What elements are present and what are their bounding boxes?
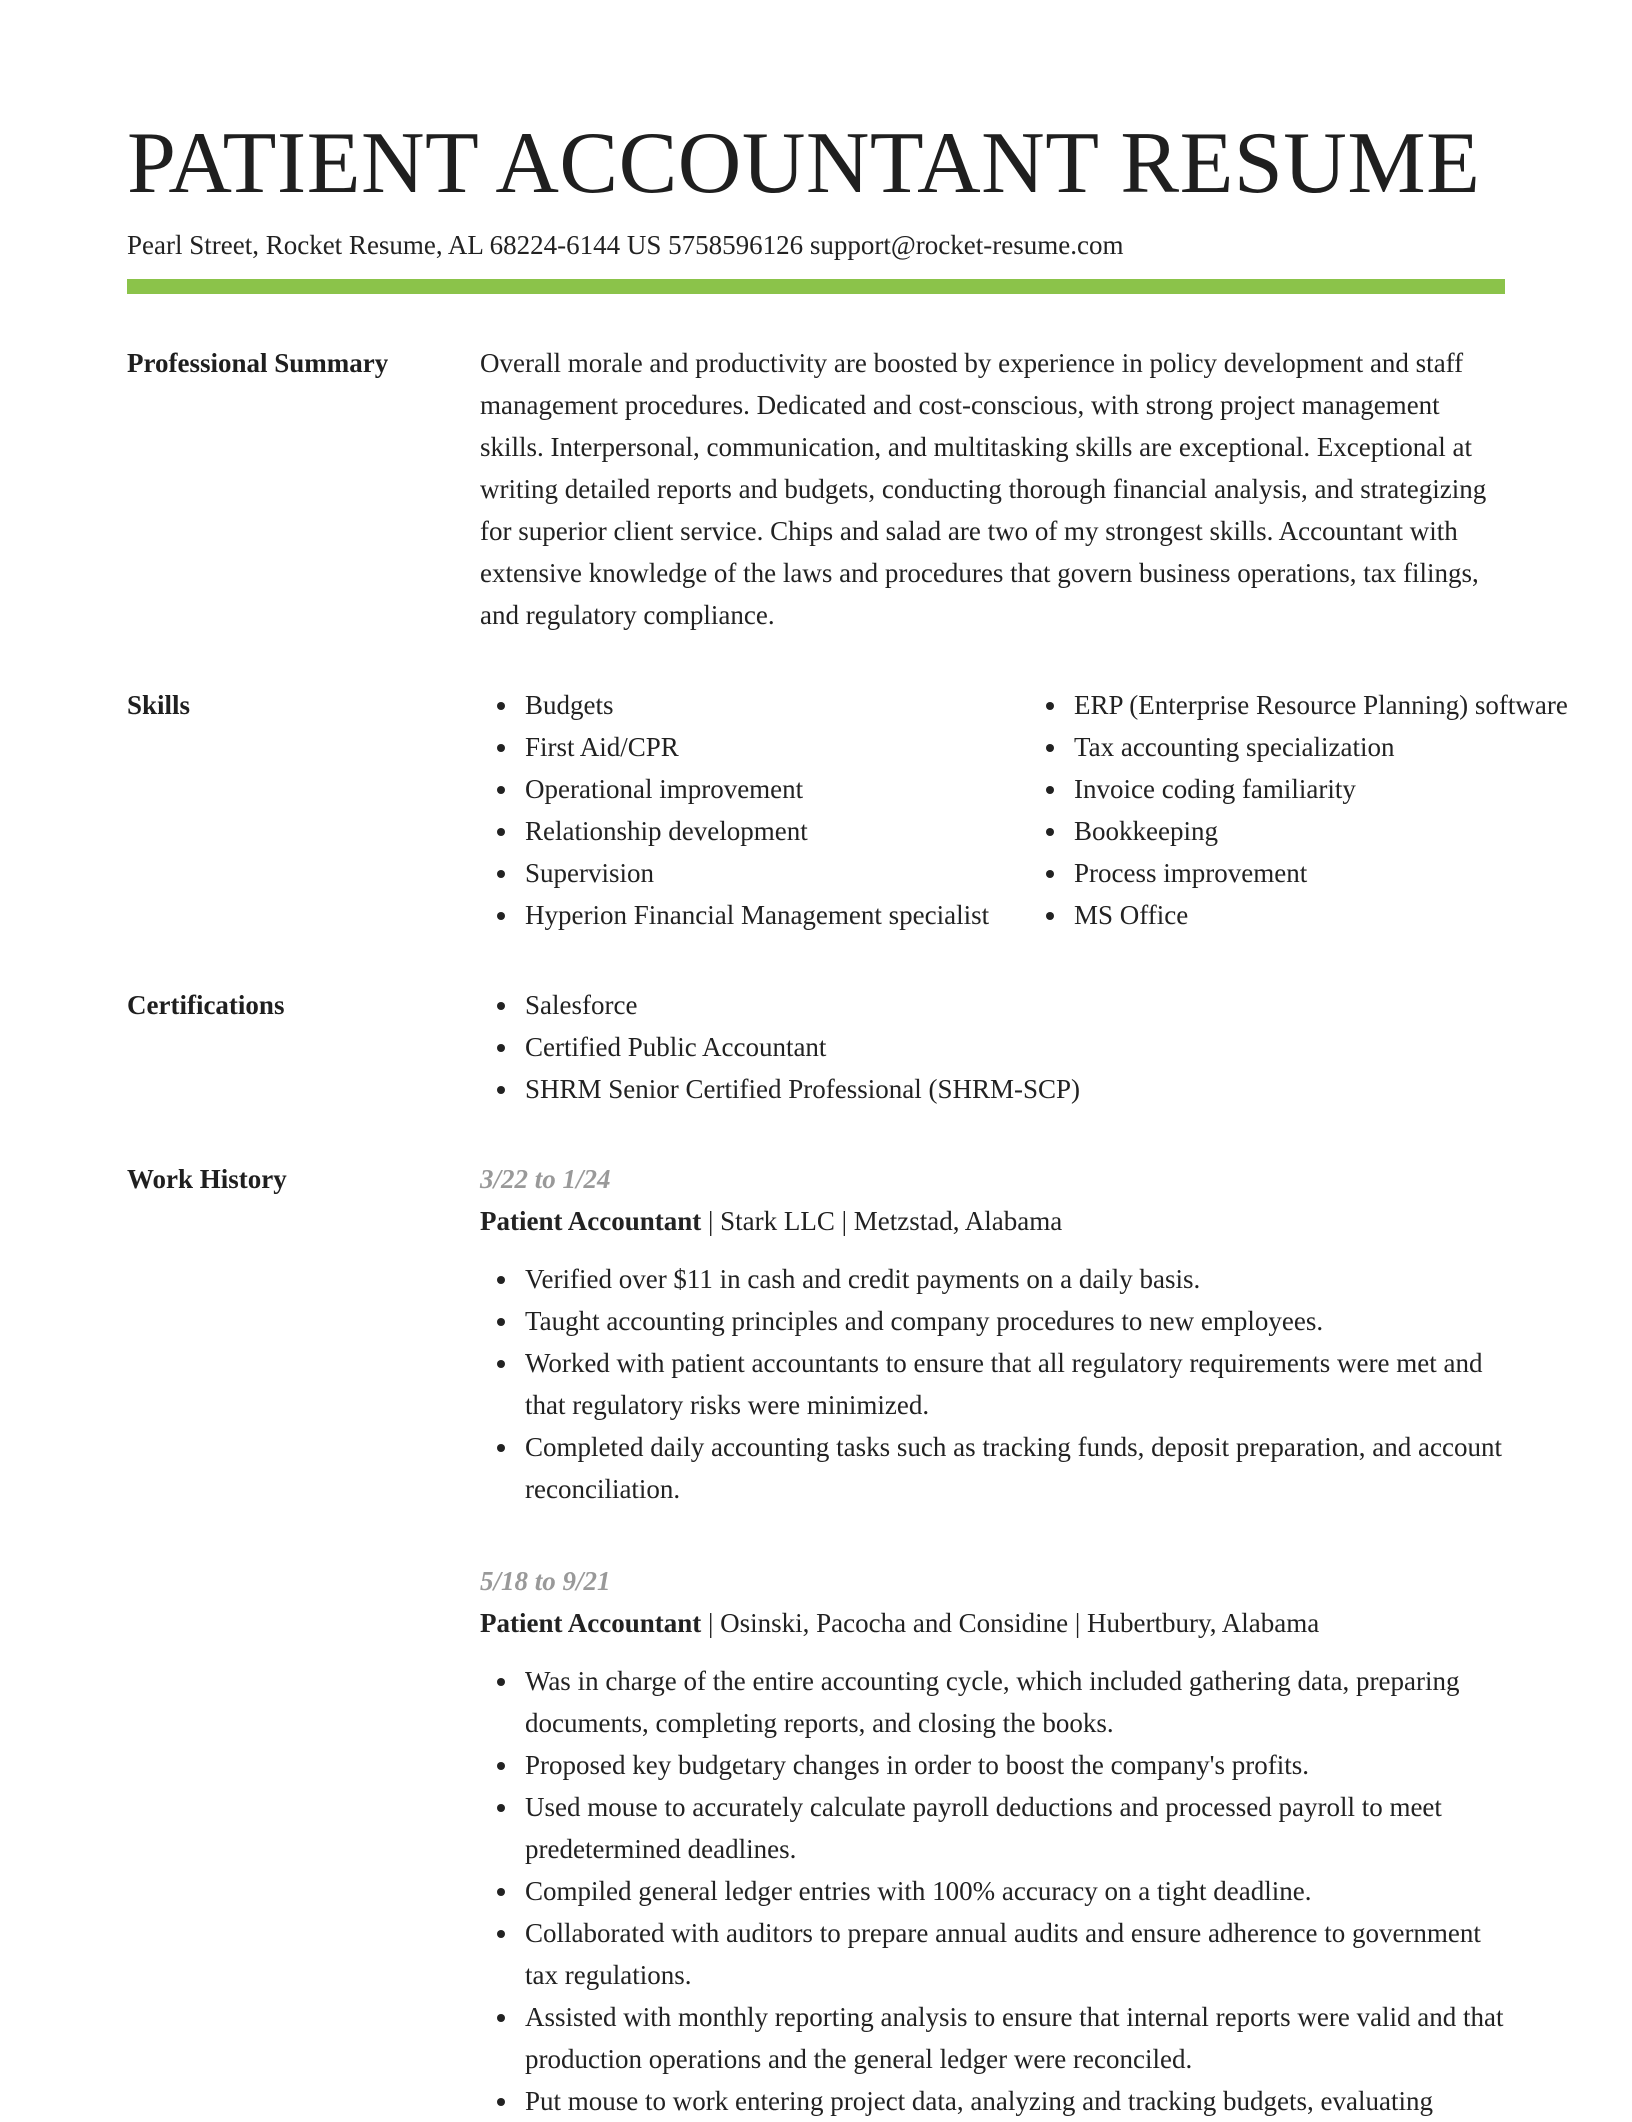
certification-item: Salesforce — [525, 984, 1505, 1026]
skills-list-right — [1029, 684, 1578, 936]
job-bullet: Worked with patient accountants to ensure that all regulatory requirements were met and that regulatory risks were minimized. — [525, 1342, 1505, 1426]
skill-item: Supervision — [525, 852, 1029, 894]
job-bullet: Put mouse to work entering project data, analyzing and tracking budgets, evaluating — [525, 2080, 1505, 2122]
skills-body — [480, 684, 1578, 936]
skill-item: Invoice coding familiarity — [1074, 768, 1578, 810]
job-header — [480, 1602, 1505, 1644]
summary-heading: Professional Summary — [127, 348, 389, 379]
skills-section — [127, 684, 1568, 936]
skill-item: Hyperion Financial Management specialist — [525, 894, 1029, 936]
job-bullets — [480, 1660, 1505, 2122]
job-bullet: Collaborated with auditors to prepare annual audits and ensure adherence to government tax regulations. — [525, 1912, 1505, 1996]
skill-item: Relationship development — [525, 810, 1029, 852]
certifications-list — [480, 984, 1505, 1110]
resume-title: PATIENT ACCOUNTANT RESUME — [127, 115, 1481, 212]
job-details: | Osinski, Pacocha and Considine | Hubertbury, Alabama — [701, 1608, 1320, 1639]
work-history-heading: Work History — [127, 1164, 287, 1195]
skill-item: ERP (Enterprise Resource Planning) software — [1074, 684, 1578, 726]
skills-list-left — [480, 684, 1029, 936]
certifications-section — [127, 984, 1505, 1110]
certification-item: Certified Public Accountant — [525, 1026, 1505, 1068]
job-bullet: Taught accounting principles and company procedures to new employees. — [525, 1300, 1505, 1342]
job-title: Patient Accountant — [480, 1206, 702, 1237]
skill-item: Budgets — [525, 684, 1029, 726]
summary-text: Overall morale and productivity are boosted by experience in policy development and staff management procedures. Dedicated and cost-conscious, with strong project management skills. Interpersonal, communication, and multitasking skills are exceptional. Exceptional at writing detailed reports and budgets, conducting thorough financial analysis, and strategizing for superior client service. Chips and salad are two of my strongest skills. Accountant with extensive knowledge of the laws and procedures that govern business operations, tax filings, and regulatory compliance. — [480, 348, 1487, 631]
summary-body — [480, 342, 1505, 636]
job-bullet: Compiled general ledger entries with 100% accuracy on a tight deadline. — [525, 1870, 1505, 1912]
resume-page — [127, 115, 1568, 2122]
skill-item: Operational improvement — [525, 768, 1029, 810]
skill-item: Tax accounting specialization — [1074, 726, 1578, 768]
job-header — [480, 1200, 1505, 1242]
job-bullet: Verified over $11 in cash and credit payments on a daily basis. — [525, 1258, 1505, 1300]
job-bullets — [480, 1258, 1505, 1510]
skill-item: First Aid/CPR — [525, 726, 1029, 768]
job-title: Patient Accountant — [480, 1608, 702, 1639]
job-details: | Stark LLC | Metzstad, Alabama — [701, 1206, 1063, 1237]
job-dates: 5/18 to 9/21 — [480, 1566, 611, 1597]
work-history-body — [480, 1158, 1505, 2122]
certifications-heading: Certifications — [127, 990, 285, 1021]
job-bullet: Proposed key budgetary changes in order to boost the company's profits. — [525, 1744, 1505, 1786]
summary-section — [127, 342, 1505, 636]
certification-item: SHRM Senior Certified Professional (SHRM-SCP) — [525, 1068, 1505, 1110]
job-bullet: Completed daily accounting tasks such as tracking funds, deposit preparation, and account reconciliation. — [525, 1426, 1505, 1510]
skill-item: Process improvement — [1074, 852, 1578, 894]
contact-line: Pearl Street, Rocket Resume, AL 68224-6144 US 5758596126 support@rocket-resume.com — [127, 230, 1124, 261]
work-history-section — [127, 1158, 1505, 2122]
skills-heading: Skills — [127, 690, 191, 721]
job-bullet: Was in charge of the entire accounting cycle, which included gathering data, preparing documents, completing reports, and closing the books. — [525, 1660, 1505, 1744]
job-entry — [480, 1158, 1505, 1510]
job-bullet: Assisted with monthly reporting analysis to ensure that internal reports were valid and that production operations and the general ledger were reconciled. — [525, 1996, 1505, 2080]
accent-divider — [127, 279, 1505, 294]
job-bullet: Used mouse to accurately calculate payroll deductions and processed payroll to meet predetermined deadlines. — [525, 1786, 1505, 1870]
job-entry — [480, 1560, 1505, 2122]
certifications-body — [480, 984, 1505, 1110]
job-dates: 3/22 to 1/24 — [480, 1164, 611, 1195]
skill-item: MS Office — [1074, 894, 1578, 936]
skill-item: Bookkeeping — [1074, 810, 1578, 852]
